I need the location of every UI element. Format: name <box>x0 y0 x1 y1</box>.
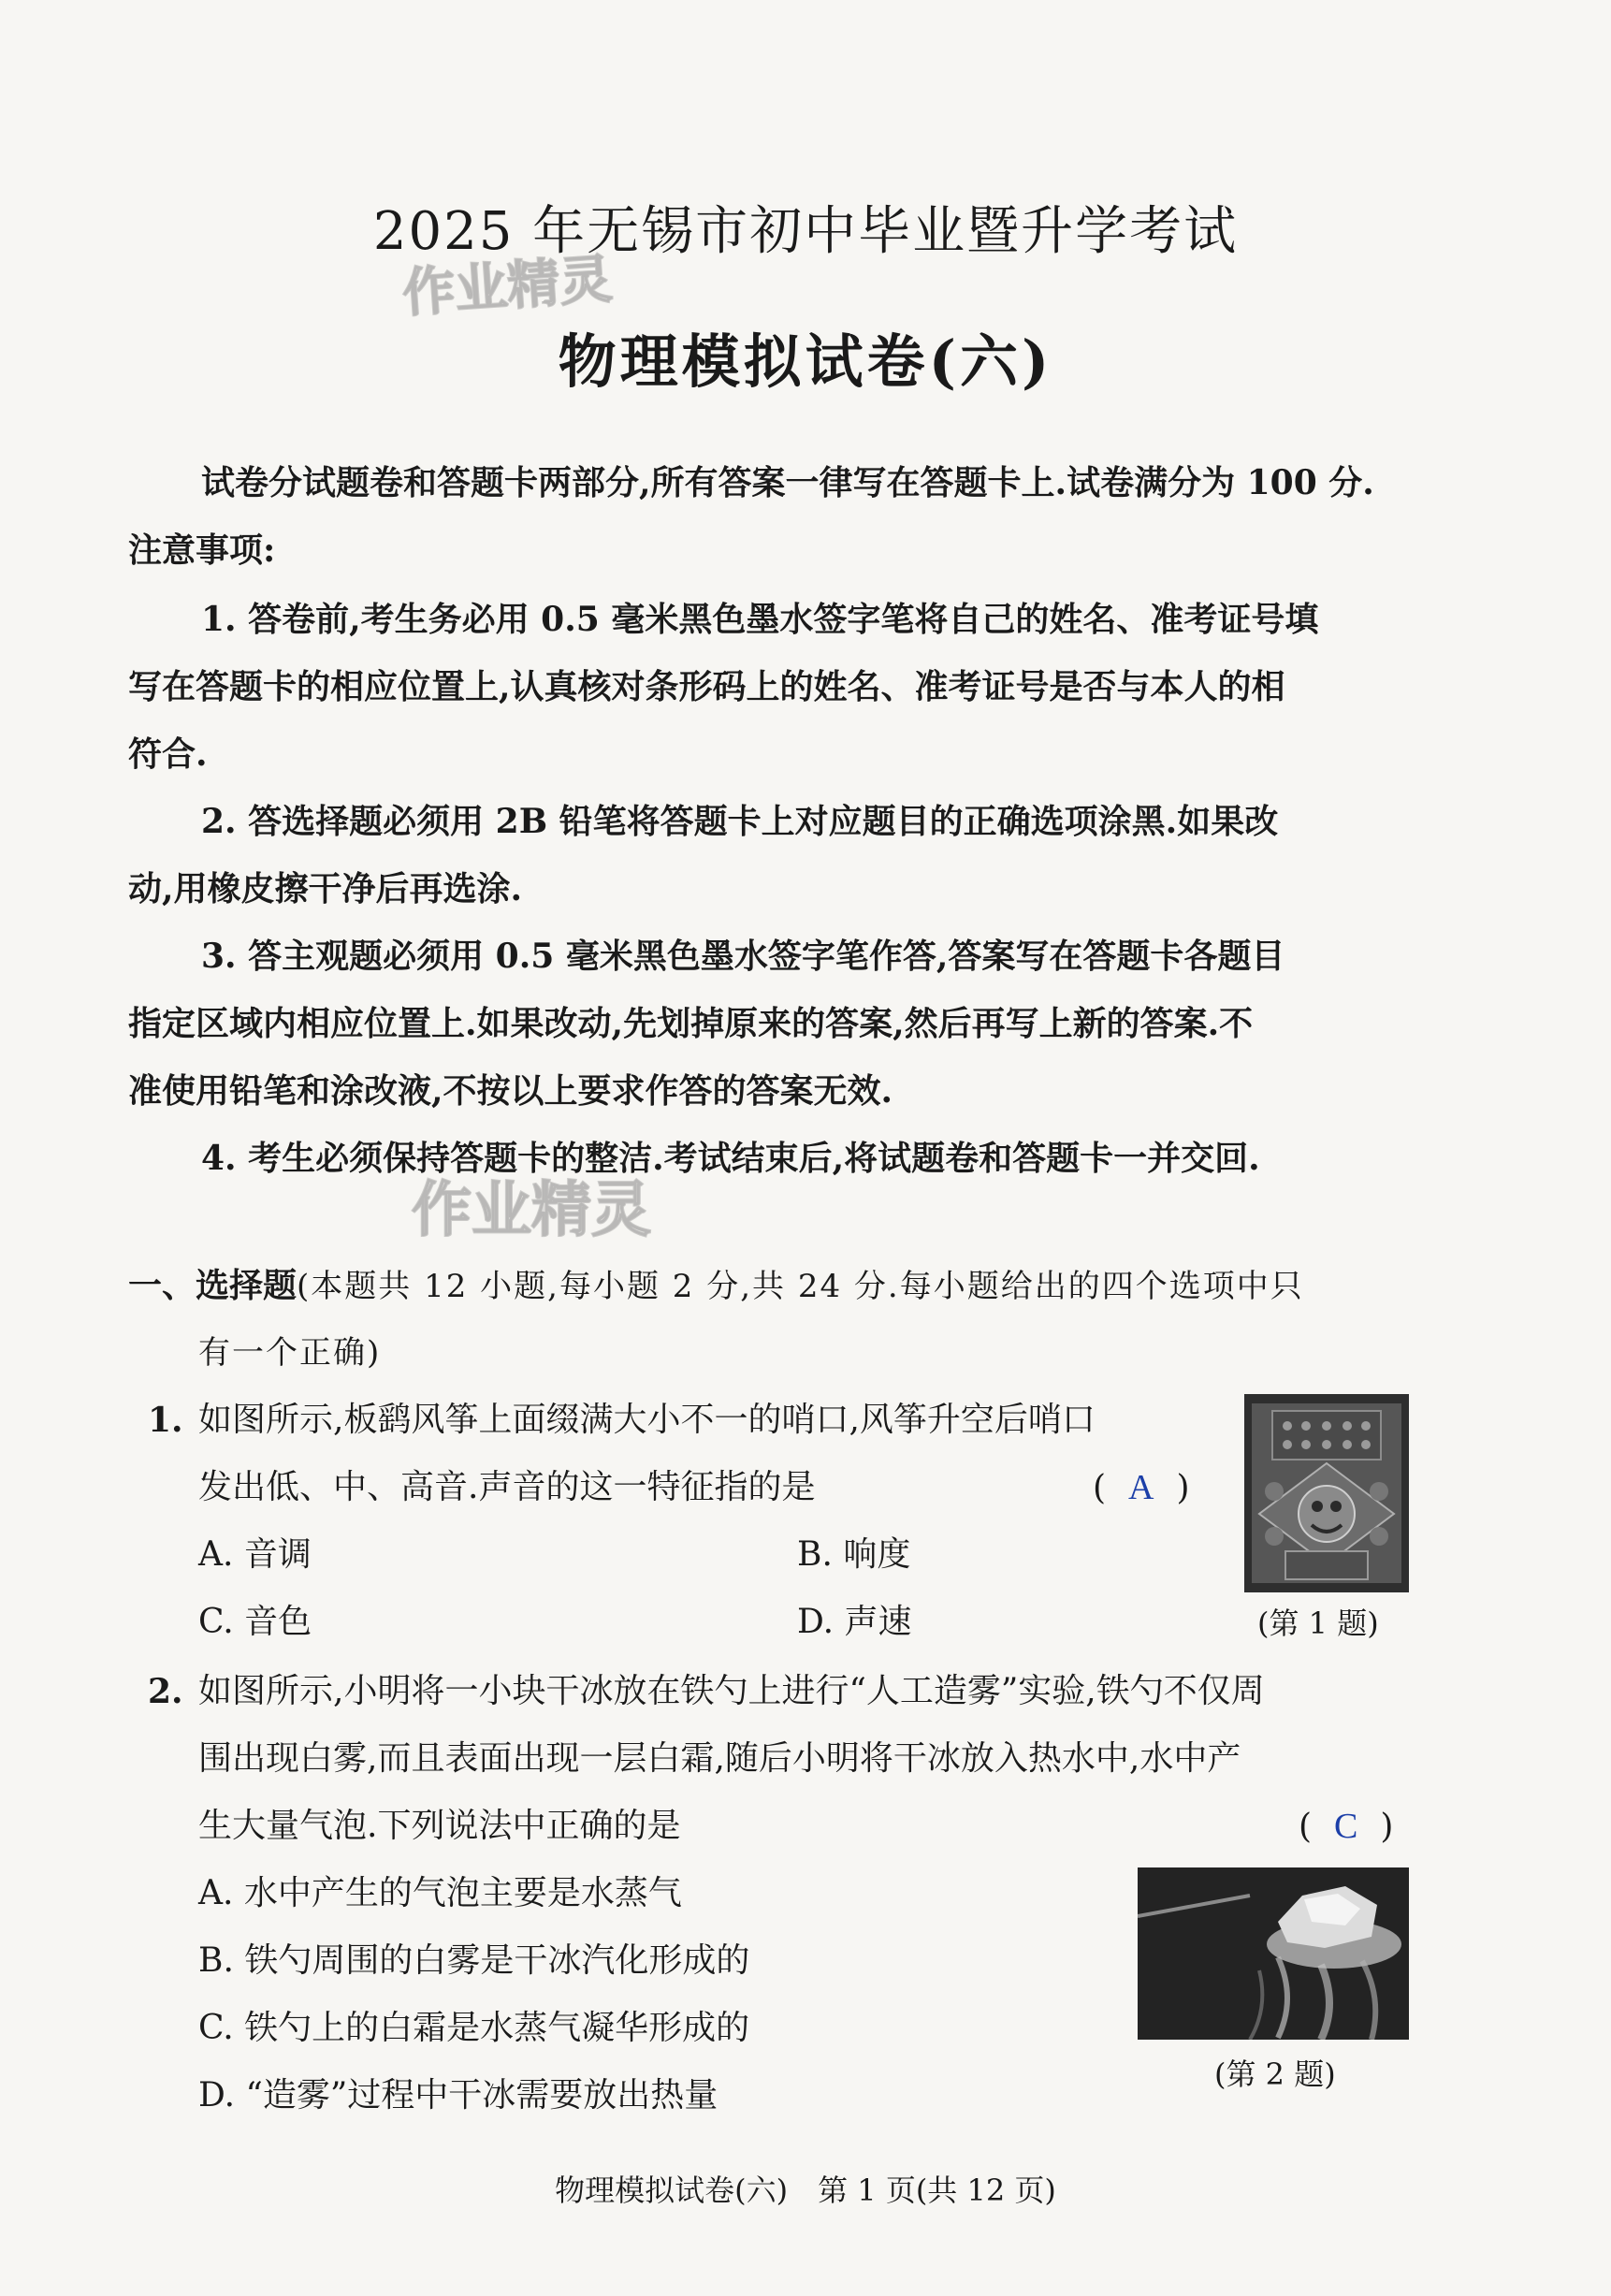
bracket-close: ) <box>1176 1469 1190 1507</box>
bracket-open: ( <box>1299 1808 1313 1846</box>
section-heading <box>128 1252 1304 1320</box>
q2-stem-line-2: 围出现白雾,而且表面出现一层白霜,随后小明将干冰放入热水中,水中产 <box>198 1739 1241 1778</box>
instruction-item-3-line-1: 3. 答主观题必须用 0.5 毫米黑色墨水签字笔作答,答案写在答题卡各题目 <box>201 937 1285 976</box>
q2-dry-ice-spoon-image <box>1138 1867 1409 2040</box>
q2-stem-line-3: 生大量气泡.下列说法中正确的是 <box>198 1807 681 1845</box>
notice-heading: 注意事项: <box>128 530 276 570</box>
watermark-top: 作业精灵 <box>400 249 615 325</box>
bracket-open: ( <box>1093 1469 1107 1507</box>
q2-option-d: D. “造雾”过程中干冰需要放出热量 <box>198 2076 718 2114</box>
instruction-item-1-line-1: 1. 答卷前,考生务必用 0.5 毫米黑色墨水签字笔将自己的姓名、准考证号填 <box>201 600 1319 639</box>
q2-stem-line-1: 如图所示,小明将一小块干冰放在铁勺上进行“人工造雾”实验,铁勺不仅周 <box>198 1672 1265 1710</box>
section-description-cont: 有一个正确) <box>198 1334 382 1372</box>
q1-stem-line-2: 发出低、中、高音.声音的这一特征指的是 <box>198 1468 816 1506</box>
section-title: 一、选择题 <box>128 1266 298 1305</box>
q2-option-c: C. 铁勺上的白霜是水蒸气凝华形成的 <box>198 2009 750 2047</box>
q1-answer-bracket <box>1093 1454 1190 1522</box>
q2-answer: C <box>1334 1807 1358 1846</box>
q1-stem-line-1: 如图所示,板鹞风筝上面缀满大小不一的哨口,风筝升空后哨口 <box>198 1401 1096 1439</box>
paper-title: 物理模拟试卷(六) <box>558 327 1053 396</box>
q2-figure-caption: (第 2 题) <box>1214 2056 1336 2092</box>
q1-figure-caption: (第 1 题) <box>1257 1606 1379 1641</box>
instruction-item-1-line-2: 写在答题卡的相应位置上,认真核对条形码上的姓名、准考证号是否与本人的相 <box>128 667 1285 706</box>
section-description: (本题共 12 小题,每小题 2 分,共 24 分.每小题给出的四个选项中只 <box>297 1268 1304 1305</box>
q2-answer-bracket <box>1299 1793 1393 1861</box>
exam-title: 2025 年无锡市初中毕业暨升学考试 <box>372 201 1239 262</box>
q1-option-a: A. 音调 <box>198 1535 312 1574</box>
q2-option-a: A. 水中产生的气泡主要是水蒸气 <box>198 1874 682 1912</box>
instruction-item-3-line-2: 指定区域内相应位置上.如果改动,先划掉原来的答案,然后再写上新的答案.不 <box>128 1004 1254 1043</box>
q1-kite-image <box>1244 1394 1409 1592</box>
q1-number: 1. <box>148 1401 183 1440</box>
instruction-item-1-line-3: 符合. <box>128 734 208 774</box>
watermark-middle: 作业精灵 <box>412 1176 651 1245</box>
instruction-item-4: 4. 考生必须保持答题卡的整洁.考试结束后,将试题卷和答题卡一并交回. <box>201 1139 1260 1178</box>
page-footer: 物理模拟试卷(六) 第 1 页(共 12 页) <box>555 2172 1056 2208</box>
q2-option-b: B. 铁勺周围的白雾是干冰汽化形成的 <box>198 1941 750 1980</box>
q2-number: 2. <box>148 1672 183 1711</box>
instruction-item-2-line-2: 动,用橡皮擦干净后再选涂. <box>128 869 523 908</box>
q1-answer: A <box>1128 1468 1154 1507</box>
instructions-intro: 试卷分试题卷和答题卡两部分,所有答案一律写在答题卡上.试卷满分为 100 分. <box>201 463 1374 502</box>
bracket-close: ) <box>1380 1808 1394 1846</box>
instruction-item-2-line-1: 2. 答选择题必须用 2B 铅笔将答题卡上对应题目的正确选项涂黑.如果改 <box>201 802 1279 841</box>
q1-option-d: D. 声速 <box>797 1603 912 1641</box>
q1-option-b: B. 响度 <box>797 1535 911 1574</box>
q1-option-c: C. 音色 <box>198 1603 312 1641</box>
instruction-item-3-line-3: 准使用铅笔和涂改液,不按以上要求作答的答案无效. <box>128 1071 893 1111</box>
